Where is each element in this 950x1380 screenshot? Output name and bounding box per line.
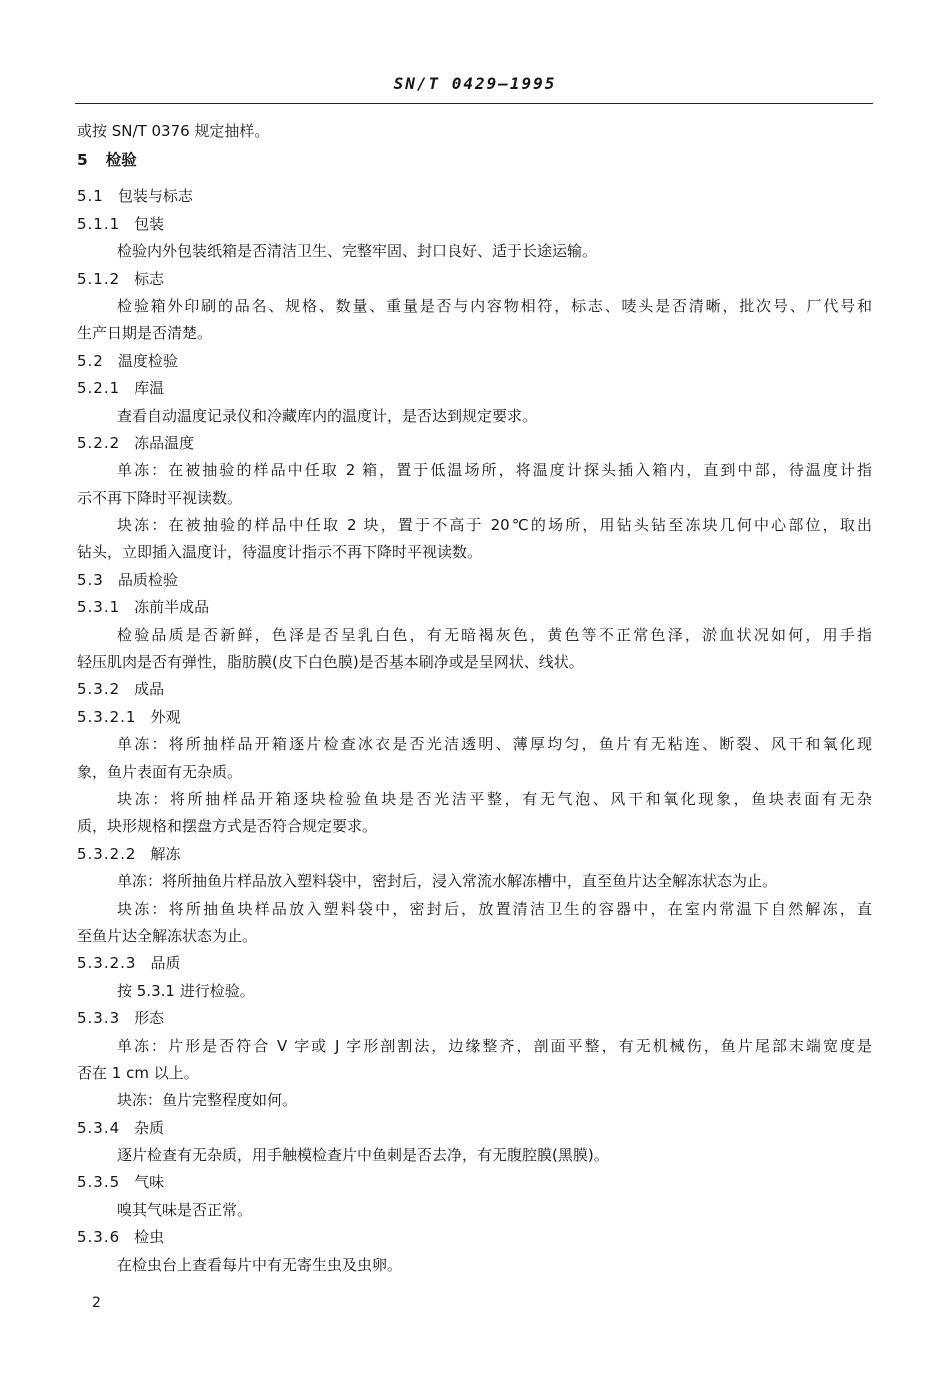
header-rule (75, 103, 873, 104)
clause-title: 外观 (150, 707, 181, 726)
clause-number: 5.2 (77, 351, 104, 370)
paragraph-line: 示不再下降时平视读数。 (77, 488, 243, 507)
clause-number: 5.3.6 (77, 1228, 121, 1247)
clause-heading (77, 676, 872, 703)
paragraph-line: 嗅其气味是否正常。 (117, 1200, 253, 1219)
clause-heading (77, 183, 872, 210)
clause-number: 5.2.2 (77, 433, 121, 452)
paragraph-line: 钻头，立即插入温度计，待温度计指示不再下降时平视读数。 (77, 543, 483, 562)
paragraph-line: 至鱼片达全解冻状态为止。 (77, 926, 258, 945)
clause-heading (77, 430, 872, 457)
clause-number: 5.1 (77, 187, 104, 206)
paragraph-line: 或按 SN/T 0376 规定抽样。 (77, 122, 270, 140)
paragraph-line: 块冻：鱼片完整程度如何。 (117, 1091, 298, 1110)
clause-title: 检验 (105, 151, 137, 170)
clause-title: 温度检验 (117, 351, 178, 370)
clause-number: 5.3.2.1 (77, 707, 137, 726)
clause-heading (77, 841, 872, 868)
document-body (77, 118, 872, 1279)
paragraph-line: 块冻：在被抽验的样品中任取 2 块，置于不高于 20℃的场所，用钻头钻至冻块几何中心部位，取出 (117, 516, 872, 535)
clause-title: 品质检验 (117, 570, 178, 589)
clause-number: 5.3.4 (77, 1118, 121, 1137)
clause-title: 气味 (134, 1173, 165, 1192)
paragraph-line: 检验品质是否新鲜，色泽是否呈乳白色，有无暗褐灰色，黄色等不正常色泽，淤血状况如何，用手指 (117, 625, 872, 644)
clause-number: 5.3 (77, 570, 104, 589)
clause-number: 5.1.2 (77, 269, 121, 288)
paragraph-line: 按 5.3.1 进行检验。 (117, 981, 255, 1000)
paragraph-line: 检验内外包装纸箱是否清洁卫生、完整牢固、封口良好、适于长途运输。 (117, 242, 598, 261)
clause-number: 5.1.1 (77, 214, 121, 233)
section-heading (77, 145, 872, 179)
paragraph-line: 查看自动温度记录仪和冷藏库内的温度计，是否达到规定要求。 (117, 406, 538, 425)
paragraph-line: 块冻：将所抽鱼块样品放入塑料袋中，密封后，放置清洁卫生的容器中，在室内常温下自然解冻，直 (117, 899, 872, 918)
clause-title: 冻前半成品 (134, 598, 210, 617)
clause-heading (77, 1005, 872, 1032)
clause-title: 检虫 (134, 1228, 165, 1247)
clause-number: 5.3.3 (77, 1009, 121, 1028)
clause-title: 解冻 (150, 844, 181, 863)
paragraph-line: 单冻：在被抽验的样品中任取 2 箱，置于低温场所，将温度计探头插入箱内，直到中部，待温度计指 (117, 461, 872, 480)
clause-title: 标志 (134, 269, 165, 288)
clause-heading (77, 567, 872, 594)
paragraph-line: 否在 1 cm 以上。 (77, 1063, 199, 1082)
clause-heading (77, 1169, 872, 1196)
clause-heading (77, 266, 872, 293)
paragraph-line: 在检虫台上查看每片中有无寄生虫及虫卵。 (117, 1255, 403, 1274)
clause-heading (77, 704, 872, 731)
clause-title: 杂质 (134, 1118, 165, 1137)
clause-number: 5.3.2.2 (77, 844, 137, 863)
paragraph-line: 逐片检查有无杂质，用手触模检查片中鱼刺是否去净，有无腹腔膜(黑膜)。 (117, 1146, 609, 1165)
paragraph-line: 单冻：将所抽样品开箱逐片检查冰衣是否光洁透明、薄厚均匀，鱼片有无粘连、断裂、风干和氧化现 (117, 735, 872, 754)
clause-heading (77, 1224, 872, 1251)
paragraph-line: 单冻：片形是否符合 V 字或 J 字形剖割法，边缘整齐，剖面平整，有无机械伤，鱼片尾部末端宽度是 (117, 1036, 872, 1055)
paragraph-line: 轻压肌肉是否有弹性，脂肪膜(皮下白色膜)是否基本刷净或是呈网状、线状。 (77, 653, 584, 672)
paragraph-line: 检验箱外印刷的品名、规格、数量、重量是否与内容物相符，标志、唛头是否清晰，批次号、厂代号和 (117, 296, 872, 315)
clause-number: 5 (77, 151, 88, 170)
clause-title: 品质 (150, 954, 181, 973)
clause-title: 形态 (134, 1009, 165, 1028)
clause-number: 5.3.2 (77, 680, 121, 699)
clause-heading (77, 950, 872, 977)
clause-heading (77, 594, 872, 621)
clause-heading (77, 1115, 872, 1142)
clause-number: 5.3.2.3 (77, 954, 137, 973)
clause-number: 5.3.5 (77, 1173, 121, 1192)
paragraph-line: 块冻：将所抽样品开箱逐块检验鱼块是否光洁平整，有无气泡、风干和氧化现象，鱼块表面有无杂 (117, 789, 872, 808)
page-number: 2 (92, 1295, 101, 1311)
paragraph-line: 生产日期是否清楚。 (77, 324, 213, 343)
standard-code-header: SN/T 0429—1995 (393, 74, 557, 93)
clause-heading (77, 375, 872, 402)
paragraph-line: 象，鱼片表面有无杂质。 (77, 762, 243, 781)
clause-title: 包装与标志 (117, 187, 193, 206)
clause-heading (77, 348, 872, 375)
clause-title: 库温 (134, 379, 165, 398)
paragraph-line: 质，块形规格和摆盘方式是否符合规定要求。 (77, 817, 378, 836)
clause-title: 冻品温度 (134, 433, 195, 452)
clause-heading (77, 211, 872, 238)
clause-title: 包装 (134, 214, 165, 233)
paragraph-line: 单冻：将所抽鱼片样品放入塑料袋中，密封后，浸入常流水解冻槽中，直至鱼片达全解冻状态为止。 (117, 872, 778, 891)
clause-number: 5.2.1 (77, 379, 121, 398)
clause-number: 5.3.1 (77, 598, 121, 617)
clause-title: 成品 (134, 680, 165, 699)
